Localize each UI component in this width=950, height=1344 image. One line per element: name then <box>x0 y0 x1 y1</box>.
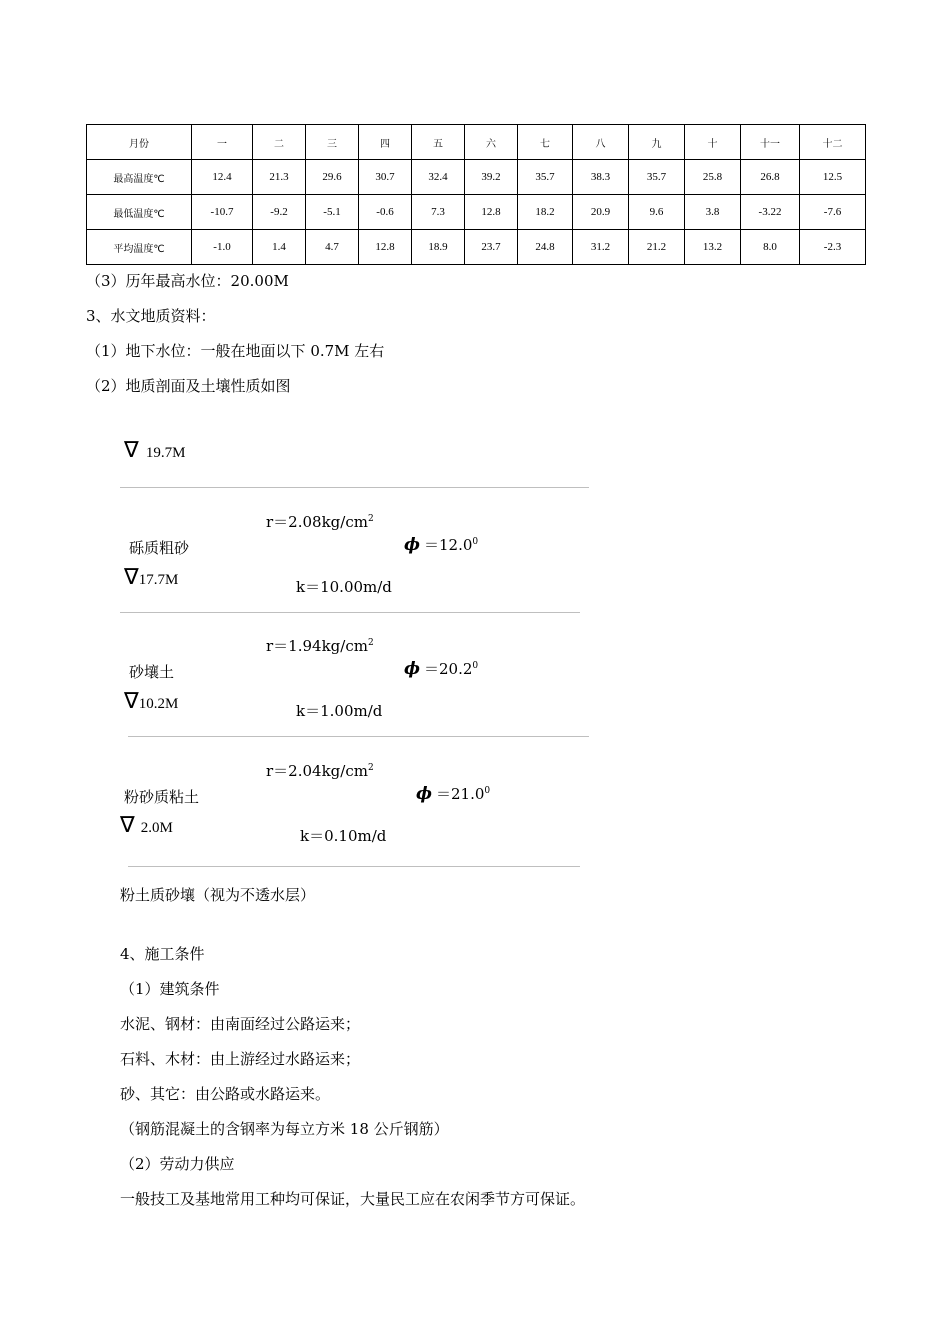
table-cell: 26.8 <box>741 160 800 195</box>
layer-boundary <box>120 612 580 613</box>
table-header-cell: 六 <box>465 125 518 160</box>
table-header-cell: 四 <box>359 125 412 160</box>
level-value: 19.7M <box>145 445 186 461</box>
density-label: $r=2.04kg/cm^2$ <box>266 762 374 780</box>
table-header-cell: 十二 <box>800 125 866 160</box>
level-triangle-icon: ∇ <box>124 438 139 463</box>
table-header-cell: 九 <box>629 125 685 160</box>
phi-icon: ϕ <box>416 784 433 804</box>
table-cell: 9.6 <box>629 195 685 230</box>
table-cell: 3.8 <box>685 195 741 230</box>
table-cell: 23.7 <box>465 230 518 265</box>
table-header-cell: 三 <box>306 125 359 160</box>
density-label: $r=2.08kg/cm^2$ <box>266 513 374 531</box>
table-cell: 39.2 <box>465 160 518 195</box>
table-cell: 7.3 <box>412 195 465 230</box>
table-cell: 20.9 <box>573 195 629 230</box>
row-label: 平均温度℃ <box>87 230 192 265</box>
table-header-cell: 十一 <box>741 125 800 160</box>
materials-title: （1）建筑条件 <box>120 980 220 998</box>
layer-boundary <box>128 866 580 867</box>
table-cell: 31.2 <box>573 230 629 265</box>
friction-angle: $\phi =20.2^0$ <box>404 659 479 679</box>
table-cell: 8.0 <box>741 230 800 265</box>
level-value: 17.7M <box>138 572 179 588</box>
material-line: 石料、木材：由上游经过水路运来； <box>120 1050 361 1068</box>
density-label: $r=1.94kg/cm^2$ <box>266 637 374 655</box>
table-header-row <box>87 125 866 160</box>
table-row <box>87 230 866 265</box>
table-cell: 18.9 <box>412 230 465 265</box>
table-row <box>87 160 866 195</box>
groundwater-level: （1）地下水位：一般在地面以下 0.7M 左右 <box>86 342 385 360</box>
level-value: 10.2M <box>138 696 179 712</box>
table-cell: -9.2 <box>253 195 306 230</box>
table-cell: 32.4 <box>412 160 465 195</box>
table-row <box>87 195 866 230</box>
permeability-label: k＝10.00m/d <box>296 578 392 596</box>
soil-name: 粉砂质粘土 <box>124 788 200 806</box>
table-cell: 12.8 <box>359 230 412 265</box>
table-header-cell: 二 <box>253 125 306 160</box>
friction-angle: $\phi =21.0^0$ <box>416 784 491 804</box>
table-cell: -1.0 <box>192 230 253 265</box>
table-cell: 4.7 <box>306 230 359 265</box>
table-cell: 30.7 <box>359 160 412 195</box>
labor-text: 一般技工及基地常用工种均可保证，大量民工应在农闲季节方可保证。 <box>120 1190 586 1208</box>
temperature-table <box>86 124 866 265</box>
table-header-cell: 七 <box>518 125 573 160</box>
table-cell: -5.1 <box>306 195 359 230</box>
table-cell: 1.4 <box>253 230 306 265</box>
level-marker-top <box>124 438 185 463</box>
soil-name: 砂壤土 <box>129 663 175 681</box>
material-line: 砂、其它：由公路或水路运来。 <box>120 1085 331 1103</box>
max-water-level: （3）历年最高水位：20.00M <box>86 272 289 290</box>
material-line: 水泥、钢材：由南面经过公路运来； <box>120 1015 361 1033</box>
level-triangle-icon: ∇ <box>120 813 135 838</box>
base-layer: 粉土质砂壤（视为不透水层） <box>120 886 316 904</box>
labor-title: （2）劳动力供应 <box>120 1155 235 1173</box>
table-cell: -0.6 <box>359 195 412 230</box>
level-triangle-icon: ∇ <box>124 689 139 714</box>
table-cell: -3.22 <box>741 195 800 230</box>
permeability-label: k＝0.10m/d <box>300 827 387 845</box>
table-cell: 12.5 <box>800 160 866 195</box>
table-cell: 13.2 <box>685 230 741 265</box>
row-label: 最高温度℃ <box>87 160 192 195</box>
table-cell: 24.8 <box>518 230 573 265</box>
table-cell: 18.2 <box>518 195 573 230</box>
phi-icon: ϕ <box>404 659 421 679</box>
profile-intro: （2）地质剖面及土壤性质如图 <box>86 377 291 395</box>
table-header-cell: 一 <box>192 125 253 160</box>
friction-angle: $\phi =12.0^0$ <box>404 535 479 555</box>
table-cell: 29.6 <box>306 160 359 195</box>
table-cell: -7.6 <box>800 195 866 230</box>
table-cell: 35.7 <box>629 160 685 195</box>
table-cell: 12.4 <box>192 160 253 195</box>
steel-ratio-note: （钢筋混凝土的含钢率为每立方米 18 公斤钢筋） <box>120 1120 449 1138</box>
level-marker <box>124 565 178 590</box>
table-cell: 35.7 <box>518 160 573 195</box>
table-cell: 25.8 <box>685 160 741 195</box>
table-cell: 21.2 <box>629 230 685 265</box>
level-marker <box>124 689 178 714</box>
soil-name: 砾质粗砂 <box>129 539 190 557</box>
table-cell: -2.3 <box>800 230 866 265</box>
table-cell: 12.8 <box>465 195 518 230</box>
layer-boundary <box>120 487 589 488</box>
table-header-cell: 月份 <box>87 125 192 160</box>
phi-icon: ϕ <box>404 535 421 555</box>
construction-title: 4、施工条件 <box>120 945 205 963</box>
table-cell: 21.3 <box>253 160 306 195</box>
level-value: 2.0M <box>140 820 173 836</box>
permeability-label: k＝1.00m/d <box>296 702 383 720</box>
layer-boundary <box>128 736 589 737</box>
level-marker <box>120 813 173 838</box>
level-triangle-icon: ∇ <box>124 565 139 590</box>
row-label: 最低温度℃ <box>87 195 192 230</box>
table-header-cell: 十 <box>685 125 741 160</box>
table-cell: 38.3 <box>573 160 629 195</box>
hydro-section-title: 3、水文地质资料： <box>86 307 216 325</box>
table-cell: -10.7 <box>192 195 253 230</box>
table-header-cell: 八 <box>573 125 629 160</box>
table-header-cell: 五 <box>412 125 465 160</box>
